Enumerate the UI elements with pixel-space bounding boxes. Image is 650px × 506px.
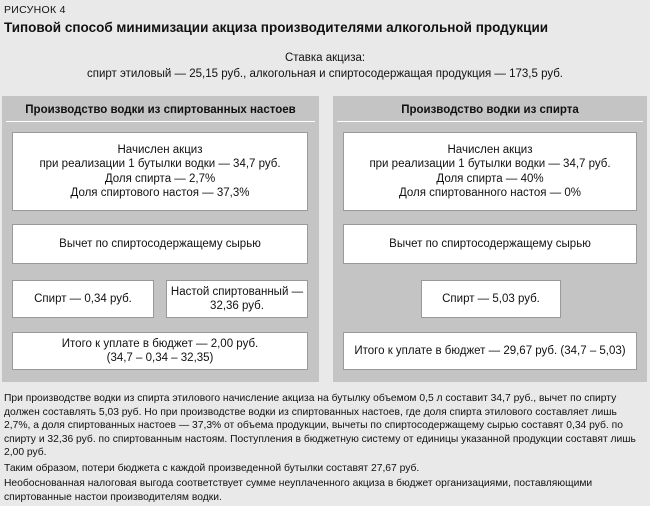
accrual-line: Доля спирта — 2,7% <box>104 172 216 185</box>
panel-spirit-production <box>333 96 647 382</box>
excise-rate-values: спирт этиловый — 25,15 руб., алкогольная и спиртосодержащая продукция — 173,5 руб. <box>86 68 564 80</box>
total-box <box>343 332 637 370</box>
total-formula: (34,7 – 0,34 – 32,35) <box>106 352 214 364</box>
note-paragraph: При производстве водки из спирта этилового начисление акциза на бутылку объемом 0,5 л составит 34,7 руб., вычет по спирту должен составлять 5,03 руб. Но при производстве водки из спиртованных настоев, где доля спирта этилового составляет лишь 2,7%, а доля спиртованных настоев — 37,3% от объема продукции, вычеты по спиртосодержащему сырью составят 0,34 руб. по спирту и 32,36 руб. по спиртованным настоям. Поступления в бюджетную систему от единицы указанной продукции составят лишь 2,00 руб. <box>4 393 636 458</box>
infusion-box <box>166 280 308 318</box>
figure-label: РИСУНОК 4 <box>4 4 66 16</box>
panel-infusion-production <box>2 96 319 382</box>
deduction-label: Вычет по спиртосодержащему сырью <box>59 237 261 250</box>
spirit-box <box>12 280 154 318</box>
excise-rate-caption: Ставка акциза: <box>284 52 366 64</box>
accrual-line: Доля спирта — 40% <box>436 172 544 185</box>
accrual-line: Начислен акциз <box>117 143 203 156</box>
spirit-value: Спирт — 0,34 руб. <box>34 292 132 305</box>
spirit-box <box>421 280 561 318</box>
deduction-label: Вычет по спиртосодержащему сырью <box>389 237 591 250</box>
note-paragraph: Таким образом, потери бюджета с каждой произведенной бутылки составят 27,67 руб. <box>4 462 420 474</box>
total-line: Итого к уплате в бюджет — 2,00 руб. <box>61 337 259 350</box>
deduction-box <box>343 224 637 264</box>
infusion-line: Настой спиртованный — <box>170 285 304 298</box>
total-box <box>12 332 308 370</box>
excise-rate-header <box>0 50 650 82</box>
spirit-value: Спирт — 5,03 руб. <box>442 292 540 305</box>
deduction-box <box>12 224 308 264</box>
accrual-box <box>12 132 308 211</box>
panel-title: Производство водки из спиртованных настоев <box>2 104 319 116</box>
infusion-line: 32,36 руб. <box>210 300 264 312</box>
accrual-box <box>343 132 637 211</box>
explanation-notes <box>4 392 646 506</box>
note-paragraph: Необоснованная налоговая выгода соответствует сумме неуплаченного акциза в бюджет организациями, поставляющими спиртованные настои производителям водки. <box>4 478 593 503</box>
panel-title: Производство водки из спирта <box>333 104 647 116</box>
figure-title: Типовой способ минимизации акциза производителями алкогольной продукции <box>4 20 549 35</box>
accrual-line: при реализации 1 бутылки водки — 34,7 руб. <box>369 158 611 170</box>
total-line: Итого к уплате в бюджет — 29,67 руб. (34,7 – 5,03) <box>354 344 626 357</box>
accrual-line: при реализации 1 бутылки водки — 34,7 руб. <box>39 158 281 170</box>
accrual-line: Доля спиртованного настоя — 0% <box>398 187 582 199</box>
accrual-line: Доля спиртового настоя — 37,3% <box>70 187 250 199</box>
accrual-line: Начислен акциз <box>447 143 533 156</box>
